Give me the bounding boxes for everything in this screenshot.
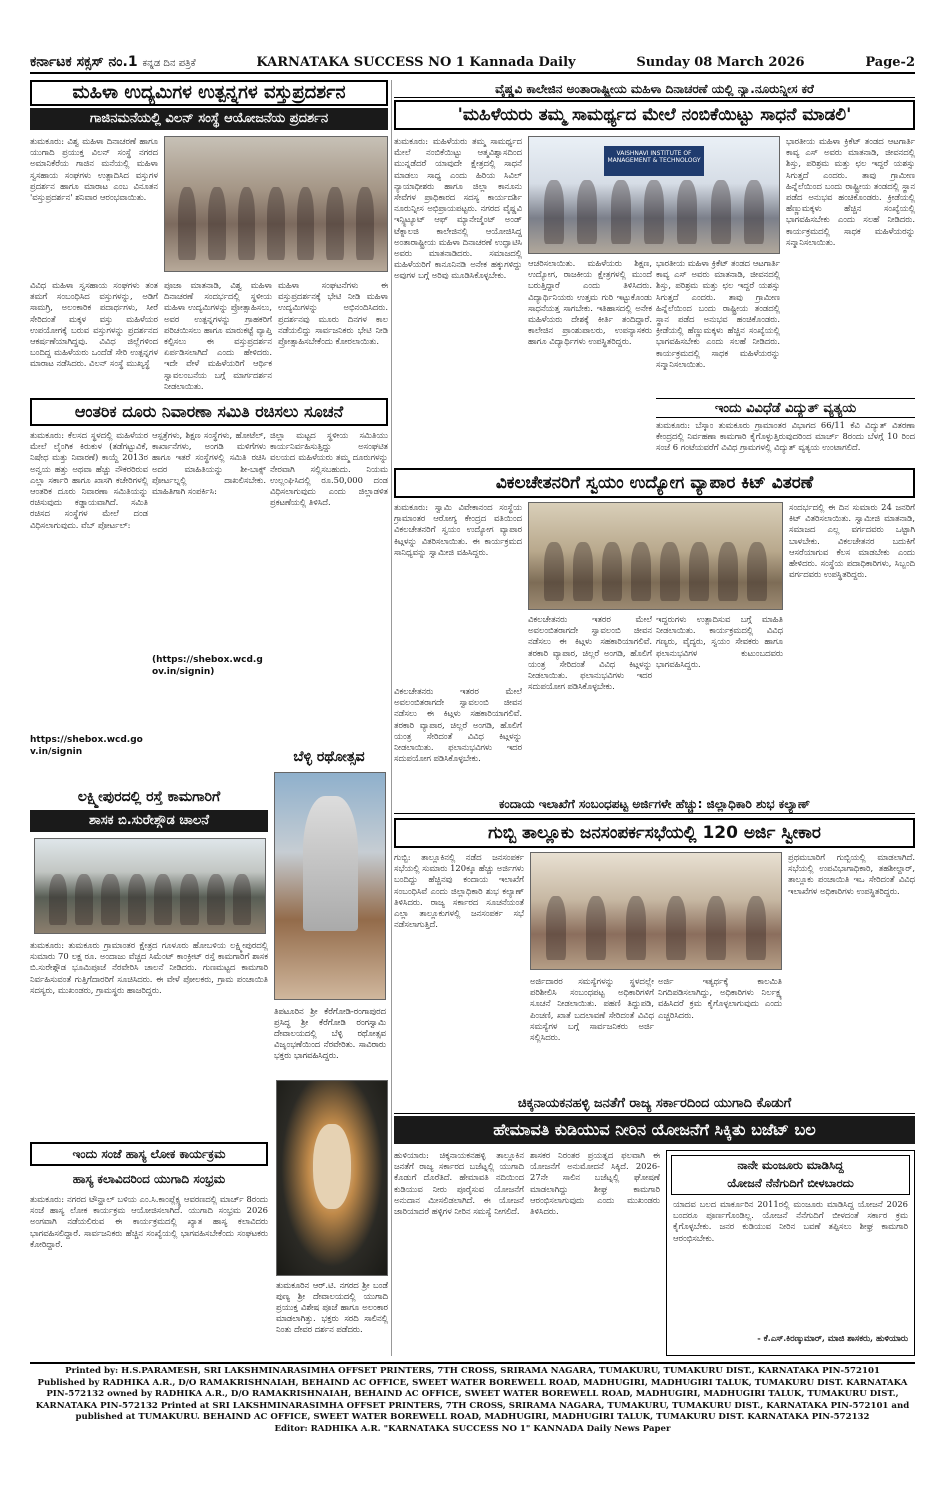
story9-caption: ತುಮಕೂರಿನ ಆರ್.ಟಿ. ನಗರದ ಶ್ರೀ ಬಂಡೆ ಪುಣ್ಯ ಶ್ರೀ ದೇವಾಲಯದಲ್ಲಿ ಯುಗಾದಿ ಪ್ರಯುಕ್ತ ವಿಶೇಷ ಪೂಜೆ ಹಾಗೂ ಅಲಂಕಾರ ಮಾಡಲಾಗಿತ್ತು. ಭಕ್ತರು ಸರದಿ ಸಾಲಿನಲ್ಲಿ ನಿಂತು ದೇವರ ದರ್ಶನ ಪಡೆದರು. [276, 1280, 388, 1334]
story5-photo [528, 502, 783, 610]
story1-subhead: ಗಾಜಿನಮನೆಯಲ್ಲಿ ವಿಲನ್ ಸಂಸ್ಥೆ ಆಯೋಜನೆಯ ಪ್ರದರ್ಶನ [30, 108, 388, 130]
story6-caption: ತಿಪಟೂರಿನ ಶ್ರೀ ಕೆರೆಗೋಡಿ-ರಂಗಾಪುರದ ಪ್ರಸಿದ್ಧ ಶ್ರೀ ಕೆರೆಗೋಡಿ ರಂಗಸ್ವಾಮಿ ದೇವಾಲಯದಲ್ಲಿ ಬೆಳ್ಳಿ ರಥೋತ್ಸವ ವಿಜೃಂಭಣೆಯಿಂದ ನೆರವೇರಿತು. ಸಾವಿರಾರು ಭಕ್ತರು ಭಾಗವಹಿಸಿದ್ದರು. [274, 1006, 386, 1060]
quote-box-title-1: ನಾನೇ ಮಂಜೂರು ಮಾಡಿಸಿದ್ದ [737, 1158, 844, 1172]
issue-date: Sunday 08 March 2026 [636, 54, 805, 70]
story7-headline-2: ಶಾಸಕ ಬಿ.ಸುರೇಶ್ಗೌಡ ಚಾಲನೆ [30, 810, 268, 832]
imprint-line: KARNATAKA PIN-572132 Printed at SRI LAKSHMINARASIMHA OFFSET PRINTERS, 7TH CROSS, SRIRAMA NAGARA, TUMAKURU, TUMAKURU DIST., KARNATAKA PIN-572101 and [35, 1400, 910, 1411]
story10-col4: ಪ್ರಥಮಬಾರಿಗೆ ಗುಬ್ಬಿಯಲ್ಲಿ ಮಾಡಲಾಗಿದೆ. ಸಭೆಯಲ್ಲಿ ಉಪವಿಭಾಗಾಧಿಕಾರಿ, ತಹಶೀಲ್ದಾರ್, ತಾಲ್ಲೂಕು ಪಂಚಾಯಿತಿ ಇಒ ಸೇರಿದಂತೆ ವಿವಿಧ ಇಲಾಖೆಗಳ ಅಧಿಕಾರಿಗಳು ಉಪಸ್ಥಿತರಿದ್ದರು. [788, 852, 915, 896]
story4-body: ತುಮಕೂರು: ಬೆಸ್ಕಾಂ ತುಮಕೂರು ಗ್ರಾಮಾಂತರ ವಿಭಾಗದ 66/11 ಕೆವಿ ವಿದ್ಯುತ್ ವಿತರಣಾ ಕೇಂದ್ರದಲ್ಲಿ ನಿರ್ವಹಣಾ ಕಾಮಗಾರಿ ಕೈಗೊಳ್ಳುತ್ತಿರುವುದರಿಂದ ಮಾರ್ಚ್ 8ರಂದು ಬೆಳಗ್ಗೆ 10 ರಿಂದ ಸಂಜೆ 6 ಗಂಟೆಯವರೆಗೆ ವಿವಿಧ ಗ್ರಾಮಗಳಲ್ಲಿ ವಿದ್ಯುತ್ ವ್ಯತ್ಯಯ ಉಂಟಾಗಲಿದೆ. [656, 420, 915, 453]
imprint-footer [30, 1362, 915, 1436]
story2-col3: ಭಾರತೀಯ ಮಹಿಳಾ ಕ್ರಿಕೆಟ್ ತಂಡದ ಆಟಗಾರ್ತಿ ಕಾವ್ಯ ಎಸ್ ಅವರು ಮಾತನಾಡಿ, ಜೀವನದಲ್ಲಿ ಶಿಸ್ತು, ಪರಿಶ್ರಮ ಮತ್ತು ಛಲ ಇದ್ದರೆ ಯಶಸ್ಸು ಸಿಗುತ್ತದೆ ಎಂದರು. ತಾವು ಗ್ರಾಮೀಣ ಹಿನ್ನೆಲೆಯಿಂದ ಬಂದು ರಾಷ್ಟ್ರೀಯ ತಂಡದಲ್ಲಿ ಸ್ಥಾನ ಪಡೆದ ಅನುಭವ ಹಂಚಿಕೊಂಡರು. ಕ್ರೀಡೆಯಲ್ಲಿ ಹೆಣ್ಣುಮಕ್ಕಳು ಹೆಚ್ಚಿನ ಸಂಖ್ಯೆಯಲ್ಲಿ ಭಾಗವಹಿಸಬೇಕು ಎಂದು ಸಲಹೆ ನೀಡಿದರು. ಕಾರ್ಯಕ್ರಮದಲ್ಲಿ ಸಾಧಕ ಮಹಿಳೆಯರನ್ನು ಸನ್ಮಾನಿಸಲಾಯಿತು. [656, 258, 780, 369]
story1-col3: ಮಹಿಳಾ ಸಂಘಟನೆಗಳು ಈ ವಸ್ತುಪ್ರದರ್ಶನಕ್ಕೆ ಭೇಟಿ ನೀಡಿ ಮಹಿಳಾ ಉದ್ಯಮಿಗಳನ್ನು ಅಭಿನಂದಿಸಿದರು. ಪ್ರದರ್ಶನವು ಮೂರು ದಿನಗಳ ಕಾಲ ನಡೆಯಲಿದ್ದು ಸಾರ್ವಜನಿಕರು ಭೇಟಿ ನೀಡಿ ಪ್ರೋತ್ಸಾಹಿಸಬೇಕೆಂದು ಕೋರಲಾಯಿತು. [278, 280, 388, 347]
imprint-line: Published by RADHIKA A.R., D/O RAMAKRISHNAIAH, BEHAIND AC OFFICE, SWEET WATER BOREWELL ROAD, MADHUGIRI, MADHUGIRI TALUK, TUMAKURU DIST. KARNATAKA [37, 1377, 908, 1388]
story3-col3: ಜಿಲ್ಲಾ ಮಟ್ಟದ ಸ್ಥಳೀಯ ಸಮಿತಿಯು ಕಾರ್ಯನಿರ್ವಹಿಸುತ್ತಿದ್ದು ಅಸಂಘಟಿತ ವಲಯದ ಮಹಿಳೆಯರು ತಮ್ಮ ದೂರುಗಳನ್ನು ನೇರವಾಗಿ ಸಲ್ಲಿಸಬಹುದು. ನಿಯಮ ಉಲ್ಲಂಘಿಸಿದಲ್ಲಿ ರೂ.50,000 ದಂಡ ವಿಧಿಸಲಾಗುವುದು ಎಂದು ಜಿಲ್ಲಾಡಳಿತ ಪ್ರಕಟಣೆಯಲ್ಲಿ ತಿಳಿಸಿದೆ. [270, 430, 388, 508]
story8-body: ತುಮಕೂರು: ನಗರದ ಟೌನ್ಹಾಲ್ ಬಳಿಯ ಎಂ.ಸಿ.ಕಾಂಪ್ಲೆಕ್ಸ್ನ ಆವರಣದಲ್ಲಿ ಮಾರ್ಚ್ 8ರಂದು ಸಂಜೆ ಹಾಸ್ಯ ಲೋಕ ಕಾರ್ಯಕ್ರಮ ಆಯೋಜಿಸಲಾಗಿದೆ. ಯುಗಾದಿ ಸಂಭ್ರಮ 2026 ಅಂಗವಾಗಿ ನಡೆಯಲಿರುವ ಈ ಕಾರ್ಯಕ್ರಮದಲ್ಲಿ ಖ್ಯಾತ ಹಾಸ್ಯ ಕಲಾವಿದರು ಭಾಗವಹಿಸಲಿದ್ದಾರೆ. ಸಾರ್ವಜನಿಕರು ಹೆಚ್ಚಿನ ಸಂಖ್ಯೆಯಲ್ಲಿ ಭಾಗವಹಿಸಬೇಕೆಂದು ಸಂಘಟಕರು ಕೋರಿದ್ದಾರೆ. [30, 1194, 268, 1249]
story3-headline: ಆಂತರಿಕ ದೂರು ನಿವಾರಣಾ ಸಮಿತಿ ರಚಿಸಲು ಸೂಚನೆ [30, 398, 388, 426]
story2-headline: 'ಮಹಿಳೆಯರು ತಮ್ಮ ಸಾಮರ್ಥ್ಯದ ಮೇಲೆ ನಂಬಿಕೆಯಿಟ್ಟು ಸಾಧನೆ ಮಾಡಲಿ' [394, 100, 915, 130]
column-rule [391, 80, 392, 1356]
story5-col4: ಸಂದರ್ಭದಲ್ಲಿ ಈ ದಿನ ಸುಮಾರು 24 ಜನರಿಗೆ ಕಿಟ್ ವಿತರಿಸಲಾಯಿತು. ಸ್ವಾಮೀಜಿ ಮಾತನಾಡಿ, ಸಮಾಜದ ಎಲ್ಲ ವರ್ಗದವರು ಒಟ್ಟಾಗಿ ಬಾಳಬೇಕು. ವಿಕಲಚೇತನರ ಬದುಕಿಗೆ ಆಸರೆಯಾಗುವ ಕೆಲಸ ಮಾಡಬೇಕು ಎಂದು ಹೇಳಿದರು. ಸಂಸ್ಥೆಯ ಪದಾಧಿಕಾರಿಗಳು, ಸಿಬ್ಬಂದಿ ವರ್ಗದವರು ಉಪಸ್ಥಿತರಿದ್ದರು. [789, 502, 915, 580]
quote-box-title-2: ಯೋಜನೆ ನೆನೆಗುದಿಗೆ ಬೀಳಬಾರದು [727, 1176, 854, 1190]
story1-col1: ವಿವಿಧ ಮಹಿಳಾ ಸ್ವಸಹಾಯ ಸಂಘಗಳು ತಂತ ತಮಗೆ ಸಂಬಂಧಿಸಿದ ವಸ್ತುಗಳನ್ನು, ಅಡಿಗೆ ಸಾಮಗ್ರಿ, ಅಲಂಕಾರಿಕ ಪದಾರ್ಥಗಳು, ಸೀರೆ ಸೇರಿದಂತೆ ಮಕ್ಕಳ ವಸ್ತು ಮಹಿಳೆಯರ ಉಪಯೋಗಕ್ಕೆ ಬರುವ ವಸ್ತುಗಳನ್ನು ಪ್ರದರ್ಶನದ ಆಕರ್ಷಣೆಯಾಗಿದ್ದವು. ವಿವಿಧ ಜಿಲ್ಲೆಗಳಿಂದ ಬಂದಿದ್ದ ಮಹಿಳೆಯರು ಒಂದೆಡೆ ಸೇರಿ ಉತ್ಪನ್ನಗಳ ಮಾರಾಟ ನಡೆಸಿದರು. ವಿಲನ್ ಸಂಸ್ಥೆ ಮುಖ್ಯಸ್ಥೆ [30, 280, 158, 369]
shebox-link[interactable]: https://shebox.wcd.gov.in/signin [30, 735, 143, 757]
story10-col2: ಅರ್ಜಿದಾರರ ಸಮಸ್ಯೆಗಳನ್ನು ಸ್ಥಳದಲ್ಲೇ ಪರಿಶೀಲಿಸಿ ಸಂಬಂಧಪಟ್ಟ ಅಧಿಕಾರಿಗಳಿಗೆ ಸೂಚನೆ ನೀಡಲಾಯಿತು. ಪಹಣಿ ತಿದ್ದುಪಡಿ, ಪಿಂಚಣಿ, ಖಾತೆ ಬದಲಾವಣೆ ಸೇರಿದಂತೆ ವಿವಿಧ ಸಮಸ್ಯೆಗಳ ಬಗ್ಗೆ ಸಾರ್ವಜನಿಕರು ಅರ್ಜಿ ಸಲ್ಲಿಸಿದರು. [530, 976, 654, 1043]
story1-col2: ಪೂಜಾ ಮಾತನಾಡಿ, ವಿಶ್ವ ಮಹಿಳಾ ದಿನಾಚರಣೆ ಸಂದರ್ಭದಲ್ಲಿ ಸ್ಥಳೀಯ ಮಹಿಳಾ ಉದ್ಯಮಿಗಳನ್ನು ಪ್ರೋತ್ಸಾಹಿಸಲು, ಅವರ ಉತ್ಪನ್ನಗಳನ್ನು ಗ್ರಾಹಕರಿಗೆ ಪರಿಚಯಿಸಲು ಹಾಗೂ ಮಾರುಕಟ್ಟೆ ವ್ಯಾಪ್ತಿ ಕಲ್ಪಿಸಲು ಈ ವಸ್ತುಪ್ರದರ್ಶನ ಏರ್ಪಡಿಸಲಾಗಿದೆ ಎಂದು ಹೇಳಿದರು. ಇದೇ ವೇಳೆ ಮಹಿಳೆಯರಿಗೆ ಆರ್ಥಿಕ ಸ್ವಾವಲಂಬನೆಯ ಬಗ್ಗೆ ಮಾರ್ಗದರ್ಶನ ನೀಡಲಾಯಿತು. [164, 280, 272, 391]
story9-photo [276, 1080, 388, 1276]
college-banner: VAISHNAVI INSTITUTE OF MANAGEMENT & TECHNOLOGY [604, 146, 704, 176]
imprint-line: PIN-572132 owned by RADHIKA A.R., D/O RAMAKRISHNAIAH, BEHAIND AC OFFICE, SWEET WATER BOREWELL ROAD, MADHUGIRI, MADHUGIRI TALUK, TUMAKURU DIST., [46, 1389, 899, 1400]
story10-col1: ಗುಬ್ಬಿ: ತಾಲ್ಲೂಕಿನಲ್ಲಿ ನಡೆದ ಜನಸಂಪರ್ಕ ಸಭೆಯಲ್ಲಿ ಸುಮಾರು 120ಕ್ಕೂ ಹೆಚ್ಚು ಅರ್ಜಿಗಳು ಬಂದಿದ್ದು ಹೆಚ್ಚಿನವು ಕಂದಾಯ ಇಲಾಖೆಗೆ ಸಂಬಂಧಿಸಿವೆ ಎಂದು ಜಿಲ್ಲಾಧಿಕಾರಿ ಶುಭ ಕಲ್ಯಾಣ್ ತಿಳಿಸಿದರು. ರಾಜ್ಯ ಸರ್ಕಾರದ ಸೂಚನೆಯಂತೆ ಎಲ್ಲಾ ತಾಲ್ಲೂಕುಗಳಲ್ಲಿ ಜನಸಂಪರ್ಕ ಸಭೆ ನಡೆಸಲಾಗುತ್ತಿದೆ. [394, 852, 524, 930]
editor-line: Editor: RADHIKA A.R. "KARNATAKA SUCCESS NO 1" KANNADA Daily News Paper [274, 1423, 671, 1434]
story10-kicker: ಕಂದಾಯ ಇಲಾಖೆಗೆ ಸಂಬಂಧಪಟ್ಟ ಅರ್ಜಿಗಳೇ ಹೆಚ್ಚು: ಜಿಲ್ಲಾಧಿಕಾರಿ ಶುಭ ಕಲ್ಯಾಣ್ [394, 794, 915, 814]
imprint-line: Printed by: H.S.PARAMESH, SRI LAKSHMINARASIMHA OFFSET PRINTERS, 7TH CROSS, SRIRAMA NAGARA, TUMAKURU, TUMAKURU DIST., KARNATAKA PIN-572101 [65, 1366, 880, 1376]
story5-col3: ಇದ್ದರುಗಳು ಉತ್ಪಾದಿಸುವ ಬಗ್ಗೆ ಮಾಹಿತಿ ನೀಡಲಾಯಿತು. ಕಾರ್ಯಕ್ರಮದಲ್ಲಿ ವಿವಿಧ ಗಣ್ಯರು, ವೈದ್ಯರು, ಸ್ವಯಂ ಸೇವಕರು ಹಾಗೂ ಫಲಾನುಭವಿಗಳ ಕುಟುಂಬದವರು ಭಾಗವಹಿಸಿದ್ದರು. [656, 614, 783, 669]
deity-shape [313, 1124, 350, 1209]
newspaper-title: KARNATAKA SUCCESS NO 1 Kannada Daily [256, 54, 576, 70]
quote-box-body: ಯಾದವ ಬಲದ ಮಾರ್ಕೂರಿನ 2011ರಲ್ಲಿ ಮಂಜೂರು ಮಾಡಿಸಿದ್ದ ಯೋಜನೆ 2026 ಬಂದರೂ ಪೂರ್ಣಗೊಂಡಿಲ್ಲ. ಯೋಜನೆ ನೆನೆಗುದಿಗೆ ಬೀಳದಂತೆ ಸರ್ಕಾರ ಕ್ರಮ ಕೈಗೊಳ್ಳಬೇಕು. ಜನರ ಕುಡಿಯುವ ನೀರಿನ ಬವಣೆ ತಪ್ಪಿಸಲು ಶೀಘ್ರ ಕಾಮಗಾರಿ ಆರಂಭಿಸಬೇಕು. [673, 1199, 908, 1243]
story1-headline: ಮಹಿಳಾ ಉದ್ಯಮಿಗಳ ಉತ್ಪನ್ನಗಳ ವಸ್ತುಪ್ರದರ್ಶನ [30, 80, 388, 106]
story7-photo [34, 838, 266, 934]
shebox-link-2[interactable]: (https://shebox.wcd.gov.in/signin) [152, 655, 263, 677]
story11-kicker: ಚಿಕ್ಕನಾಯಕನಹಳ್ಳಿ ಜನತೆಗೆ ರಾಜ್ಯ ಸರ್ಕಾರದಿಂದ ಯುಗಾದಿ ಕೊಡುಗೆ [394, 1094, 915, 1114]
page-number: Page-2 [865, 54, 915, 70]
story2-col1: ತುಮಕೂರು: ಮಹಿಳೆಯರು ತಮ್ಮ ಸಾಮರ್ಥ್ಯದ ಮೇಲೆ ನಂಬಿಕೆಯಿಟ್ಟು ಆತ್ಮವಿಶ್ವಾಸದಿಂದ ಮುನ್ನಡೆದರೆ ಯಾವುದೇ ಕ್ಷೇತ್ರದಲ್ಲಿ ಸಾಧನೆ ಮಾಡಲು ಸಾಧ್ಯ ಎಂದು ಹಿರಿಯ ಸಿವಿಲ್ ನ್ಯಾಯಾಧೀಶರು ಹಾಗೂ ಜಿಲ್ಲಾ ಕಾನೂನು ಸೇವೆಗಳ ಪ್ರಾಧಿಕಾರದ ಸದಸ್ಯ ಕಾರ್ಯದರ್ಶಿ ನೂರುನ್ನೀಸ ಅಭಿಪ್ರಾಯಪಟ್ಟರು. ನಗರದ ವೈಷ್ಣವಿ ಇನ್ಸ್ಟಿಟ್ಯೂಟ್ ಆಫ್ ಮ್ಯಾನೇಜ್ಮೆಂಟ್ ಅಂಡ್ ಟೆಕ್ನಾಲಜಿ ಕಾಲೇಜಿನಲ್ಲಿ ಆಯೋಜಿಸಿದ್ದ ಅಂತಾರಾಷ್ಟ್ರೀಯ ಮಹಿಳಾ ದಿನಾಚರಣೆ ಉದ್ಘಾಟಿಸಿ ಅವರು ಮಾತನಾಡಿದರು. ಸಮಾಜದಲ್ಲಿ ಮಹಿಳೆಯರಿಗೆ ಕಾನೂನಿನಡಿ ಅನೇಕ ಹಕ್ಕುಗಳಿದ್ದು ಅವುಗಳ ಬಗ್ಗೆ ಅರಿವು ಮೂಡಿಸಿಕೊಳ್ಳಬೇಕು. [394, 136, 522, 281]
story3-col1: ತುಮಕೂರು: ಕೆಲಸದ ಸ್ಥಳದಲ್ಲಿ ಮಹಿಳೆಯರ ಮೇಲೆ ಲೈಂಗಿಕ ಕಿರುಕುಳ (ತಡೆಗಟ್ಟುವಿಕೆ, ನಿಷೇಧ ಮತ್ತು ನಿವಾರಣೆ) ಕಾಯ್ದೆ 2013ರ ಅನ್ವಯ ಹತ್ತು ಅಥವಾ ಹೆಚ್ಚು ನೌಕರರಿರುವ ಎಲ್ಲಾ ಸರ್ಕಾರಿ ಹಾಗೂ ಖಾಸಗಿ ಕಚೇರಿಗಳಲ್ಲಿ ಆಂತರಿಕ ದೂರು ನಿವಾರಣಾ ಸಮಿತಿಯನ್ನು ರಚಿಸುವುದು ಕಡ್ಡಾಯವಾಗಿದೆ. ಸಮಿತಿ ರಚಿಸದ ಸಂಸ್ಥೆಗಳ ಮೇಲೆ ದಂಡ ವಿಧಿಸಲಾಗುವುದು. ವೆಬ್ ಪೋರ್ಟಲ್: [30, 430, 148, 530]
quote-box-byline: - ಕೆ.ಎಸ್.ಕಿರಣ್ಕುಮಾರ್, ಮಾಜಿ ಶಾಸಕರು, ಹುಳಿಯಾರು [757, 1333, 908, 1343]
story2-photo [528, 136, 780, 254]
story2-col4: ಭಾರತೀಯ ಮಹಿಳಾ ಕ್ರಿಕೆಟ್ ತಂಡದ ಆಟಗಾರ್ತಿ ಕಾವ್ಯ ಎಸ್ ಅವರು ಮಾತನಾಡಿ, ಜೀವನದಲ್ಲಿ ಶಿಸ್ತು, ಪರಿಶ್ರಮ ಮತ್ತು ಛಲ ಇದ್ದರೆ ಯಶಸ್ಸು ಸಿಗುತ್ತದೆ ಎಂದರು. ತಾವು ಗ್ರಾಮೀಣ ಹಿನ್ನೆಲೆಯಿಂದ ಬಂದು ರಾಷ್ಟ್ರೀಯ ತಂಡದಲ್ಲಿ ಸ್ಥಾನ ಪಡೆದ ಅನುಭವ ಹಂಚಿಕೊಂಡರು. ಕ್ರೀಡೆಯಲ್ಲಿ ಹೆಣ್ಣುಮಕ್ಕಳು ಹೆಚ್ಚಿನ ಸಂಖ್ಯೆಯಲ್ಲಿ ಭಾಗವಹಿಸಬೇಕು ಎಂದು ಸಲಹೆ ನೀಡಿದರು. ಕಾರ್ಯಕ್ರಮದಲ್ಲಿ ಸಾಧಕ ಮಹಿಳೆಯರನ್ನು ಸನ್ಮಾನಿಸಲಾಯಿತು. [786, 136, 915, 247]
story3-col2: ಆಸ್ಪತ್ರೆಗಳು, ಶಿಕ್ಷಣ ಸಂಸ್ಥೆಗಳು, ಹೋಟೆಲ್, ಕಾರ್ಖಾನೆಗಳು, ಅಂಗಡಿ ಮಳಿಗೆಗಳು ಹಾಗೂ ಇತರೆ ಸಂಸ್ಥೆಗಳಲ್ಲಿ ಸಮಿತಿ ರಚಿಸಿ ಅದರ ಮಾಹಿತಿಯನ್ನು ಶೀ-ಬಾಕ್ಸ್ ಪೋರ್ಟಲ್ನಲ್ಲಿ ದಾಖಲಿಸಬೇಕು. ಮಾಹಿತಿಗಾಗಿ ಸಂಪರ್ಕಿಸಿ: [152, 430, 266, 497]
story6-photo [274, 772, 386, 1000]
story2-col2: ಆಚರಿಸಲಾಯಿತು. ಮಹಿಳೆಯರು ಶಿಕ್ಷಣ, ಉದ್ಯೋಗ, ರಾಜಕೀಯ ಕ್ಷೇತ್ರಗಳಲ್ಲಿ ಮುಂದೆ ಬರುತ್ತಿದ್ದಾರೆ ಎಂದು ತಿಳಿಸಿದರು. ವಿದ್ಯಾರ್ಥಿನಿಯರು ಉತ್ತಮ ಗುರಿ ಇಟ್ಟುಕೊಂಡು ಸಾಧನೆಯತ್ತ ಸಾಗಬೇಕು. ಇತಿಹಾಸದಲ್ಲಿ ಅನೇಕ ಮಹಿಳೆಯರು ದೇಶಕ್ಕೆ ಕೀರ್ತಿ ತಂದಿದ್ದಾರೆ. ಕಾಲೇಜಿನ ಪ್ರಾಂಶುಪಾಲರು, ಉಪನ್ಯಾಸಕರು ಹಾಗೂ ವಿದ್ಯಾರ್ಥಿಗಳು ಉಪಸ್ಥಿತರಿದ್ದರು. [528, 258, 652, 347]
story11-headline: ಹೇಮಾವತಿ ಕುಡಿಯುವ ನೀರಿನ ಯೋಜನೆಗೆ ಸಿಕ್ಕಿತು ಬಜೆಟ್ ಬಲ [394, 1116, 915, 1144]
story2-kicker: ವೈಷ್ಣವಿ ಕಾಲೇಜಿನ ಅಂತಾರಾಷ್ಟ್ರೀಯ ಮಹಿಳಾ ದಿನಾಚರಣೆ ಯಲ್ಲಿ ನ್ಯಾ.ನೂರುನ್ನೀಸ ಕರೆ [394, 80, 915, 98]
story10-col3: ಅರ್ಜಿ ಇತ್ಯರ್ಥಕ್ಕೆ ಕಾಲಮಿತಿ ನಿಗದಿಪಡಿಸಲಾಗಿದ್ದು, ಅಧಿಕಾರಿಗಳು ನಿರ್ಲಕ್ಷ್ಯ ವಹಿಸಿದರೆ ಕ್ರಮ ಕೈಗೊಳ್ಳಲಾಗುವುದು ಎಂದು ಎಚ್ಚರಿಸಿದರು. [658, 976, 782, 1020]
story8-headline-2: ಹಾಸ್ಯ ಕಲಾವಿದರಿಂದ ಯುಗಾದಿ ಸಂಭ್ರಮ [72, 1172, 226, 1186]
story5-col1-cont: ವಿಕಲಚೇತನರು ಇತರರ ಮೇಲೆ ಅವಲಂಬಿತರಾಗದೇ ಸ್ವಾವಲಂಬಿ ಜೀವನ ನಡೆಸಲು ಈ ಕಿಟ್ಗಳು ಸಹಕಾರಿಯಾಗಲಿವೆ. ತರಕಾರಿ ವ್ಯಾಪಾರ, ಚಿಲ್ಲರೆ ಅಂಗಡಿ, ಹೊಲಿಗೆ ಯಂತ್ರ ಸೇರಿದಂತೆ ವಿವಿಧ ಕಿಟ್ಗಳನ್ನು ನೀಡಲಾಯಿತು. ಫಲಾನುಭವಿಗಳು ಇದರ ಸದುಪಯೋಗ ಪಡಿಸಿಕೊಳ್ಳಬೇಕು. [394, 686, 522, 764]
story8-headline-1: ಇಂದು ಸಂಜೆ ಹಾಸ್ಯ ಲೋಕ ಕಾರ್ಯಕ್ರಮ [30, 1142, 268, 1166]
story11-col1: ಹುಳಿಯಾರು: ಚಿಕ್ಕನಾಯಕನಹಳ್ಳಿ ತಾಲ್ಲೂಕಿನ ಜನತೆಗೆ ರಾಜ್ಯ ಸರ್ಕಾರದ ಬಜೆಟ್ನಲ್ಲಿ ಯುಗಾದಿ ಕೊಡುಗೆ ದೊರೆತಿದೆ. ಹೇಮಾವತಿ ನದಿಯಿಂದ ಕುಡಿಯುವ ನೀರು ಪೂರೈಸುವ ಯೋಜನೆಗೆ ಅನುದಾನ ಮೀಸಲಿಡಲಾಗಿದೆ. ಈ ಯೋಜನೆ ಜಾರಿಯಾದರೆ ಹಳ್ಳಿಗಳ ನೀರಿನ ಸಮಸ್ಯೆ ನೀಗಲಿದೆ. [394, 1150, 524, 1217]
story10-photo [530, 852, 782, 970]
quote-box-title [671, 1155, 910, 1195]
story5-col1: ತುಮಕೂರು: ಸ್ವಾಮಿ ವಿವೇಕಾನಂದ ಸಂಸ್ಥೆಯ ಗ್ರಾಮಾಂತರ ಆರೋಗ್ಯ ಕೇಂದ್ರದ ವತಿಯಿಂದ ವಿಕಲಚೇತನರಿಗೆ ಸ್ವಯಂ ಉದ್ಯೋಗ ವ್ಯಾಪಾರ ಕಿಟ್ಗಳನ್ನು ವಿತರಿಸಲಾಯಿತು. ಈ ಕಾರ್ಯಕ್ರಮದ ಸಾನಿಧ್ಯವನ್ನು ಸ್ವಾಮೀಜಿ ವಹಿಸಿದ್ದರು. [394, 502, 522, 557]
story6-headline: ಬೆಳ್ಳಿ ರಥೋತ್ಸವ [293, 749, 365, 765]
imprint-line: published at TUMAKURU. BEHAIND AC OFFICE, SWEET WATER BOREWELL ROAD, MADHUGIRI, MADHUGIRI TALUK, TUMAKURU DIST. KARNATAKA PIN-572132 [75, 1412, 870, 1423]
story5-col2: ವಿಕಲಚೇತನರು ಇತರರ ಮೇಲೆ ಅವಲಂಬಿತರಾಗದೇ ಸ್ವಾವಲಂಬಿ ಜೀವನ ನಡೆಸಲು ಈ ಕಿಟ್ಗಳು ಸಹಕಾರಿಯಾಗಲಿವೆ. ತರಕಾರಿ ವ್ಯಾಪಾರ, ಚಿಲ್ಲರೆ ಅಂಗಡಿ, ಹೊಲಿಗೆ ಯಂತ್ರ ಸೇರಿದಂತೆ ವಿವಿಧ ಕಿಟ್ಗಳನ್ನು ನೀಡಲಾಯಿತು. ಫಲಾನುಭವಿಗಳು ಇದರ ಸದುಪಯೋಗ ಪಡಿಸಿಕೊಳ್ಳಬೇಕು. [528, 614, 652, 692]
story1-intro: ತುಮಕೂರು: ವಿಶ್ವ ಮಹಿಳಾ ದಿನಾಚರಣೆ ಹಾಗೂ ಯುಗಾದಿ ಪ್ರಯುಕ್ತ ವಿಲನ್ ಸಂಸ್ಥೆ ನಗರದ ಅಮಾನಿಕೆರೆಯ ಗಾಜಿನ ಮನೆಯಲ್ಲಿ ಮಹಿಳಾ ಸ್ವಸಹಾಯ ಸಂಘಗಳು ಉತ್ಪಾದಿಸಿದ ವಸ್ತುಗಳ ಪ್ರದರ್ಶನ ಹಾಗೂ ಮಾರಾಟ ಎಂಬ ವಿನೂತನ 'ವಸ್ತುಪ್ರದರ್ಶನ' ಶನಿವಾರ ಆರಂಭವಾಯಿತು. [30, 136, 158, 203]
story5-headline: ವಿಕಲಚೇತನರಿಗೆ ಸ್ವಯಂ ಉದ್ಯೋಗ ವ್ಯಾಪಾರ ಕಿಟ್ ವಿತರಣೆ [394, 468, 915, 498]
story1-photo [164, 136, 388, 272]
story7-headline-1: ಲಕ್ಷ್ಮೀಪುರದಲ್ಲಿ ರಸ್ತೆ ಕಾಮಗಾರಿಗೆ [77, 789, 221, 805]
story10-headline: ಗುಬ್ಬಿ ತಾಲ್ಲೂಕು ಜನಸಂಪರ್ಕಸಭೆಯಲ್ಲಿ 120 ಅರ್ಜಿ ಸ್ವೀಕಾರ [394, 818, 915, 848]
newspaper-brand: ಕರ್ನಾಟಕ ಸಕ್ಸಸ್ ನಂ.1 ಕನ್ನಡ ದಿನ ಪತ್ರಿಕೆ [30, 54, 196, 70]
chariot-shape [303, 796, 358, 932]
masthead [30, 52, 915, 74]
quote-box [666, 1150, 915, 1356]
story7-body: ತುಮಕೂರು: ತುಮಕೂರು ಗ್ರಾಮಾಂತರ ಕ್ಷೇತ್ರದ ಗೂಳೂರು ಹೋಬಳಿಯ ಲಕ್ಷ್ಮೀಪುರದಲ್ಲಿ ಸುಮಾರು 70 ಲಕ್ಷ ರೂ. ಅಂದಾಜು ವೆಚ್ಚದ ಸಿಮೆಂಟ್ ಕಾಂಕ್ರೀಟ್ ರಸ್ತೆ ಕಾಮಗಾರಿಗೆ ಶಾಸಕ ಬಿ.ಸುರೇಶ್ಗೌಡ ಭೂಮಿಪೂಜೆ ನೆರವೇರಿಸಿ ಚಾಲನೆ ನೀಡಿದರು. ಗುಣಮಟ್ಟದ ಕಾಮಗಾರಿ ನಿರ್ವಹಿಸುವಂತೆ ಗುತ್ತಿಗೆದಾರರಿಗೆ ಸೂಚಿಸಿದರು. ಈ ವೇಳೆ ಪೋಲಕರು, ಗ್ರಾಮ ಪಂಚಾಯಿತಿ ಸದಸ್ಯರು, ಮುಖಂಡರು, ಗ್ರಾಮಸ್ಥರು ಹಾಜರಿದ್ದರು. [30, 940, 268, 995]
story11-col2: ಶಾಸಕರ ನಿರಂತರ ಪ್ರಯತ್ನದ ಫಲವಾಗಿ ಈ ಯೋಜನೆಗೆ ಅನುಮೋದನೆ ಸಿಕ್ಕಿದೆ. 2026-27ನೇ ಸಾಲಿನ ಬಜೆಟ್ನಲ್ಲಿ ಘೋಷಣೆ ಮಾಡಲಾಗಿದ್ದು ಶೀಘ್ರ ಕಾಮಗಾರಿ ಆರಂಭಿಸಲಾಗುವುದು ಎಂದು ಮುಖಂಡರು ತಿಳಿಸಿದರು. [530, 1150, 660, 1217]
story4-headline: ಇಂದು ವಿವಿಧೆಡೆ ವಿದ್ಯುತ್ ವ್ಯತ್ಯಯ [656, 398, 915, 418]
